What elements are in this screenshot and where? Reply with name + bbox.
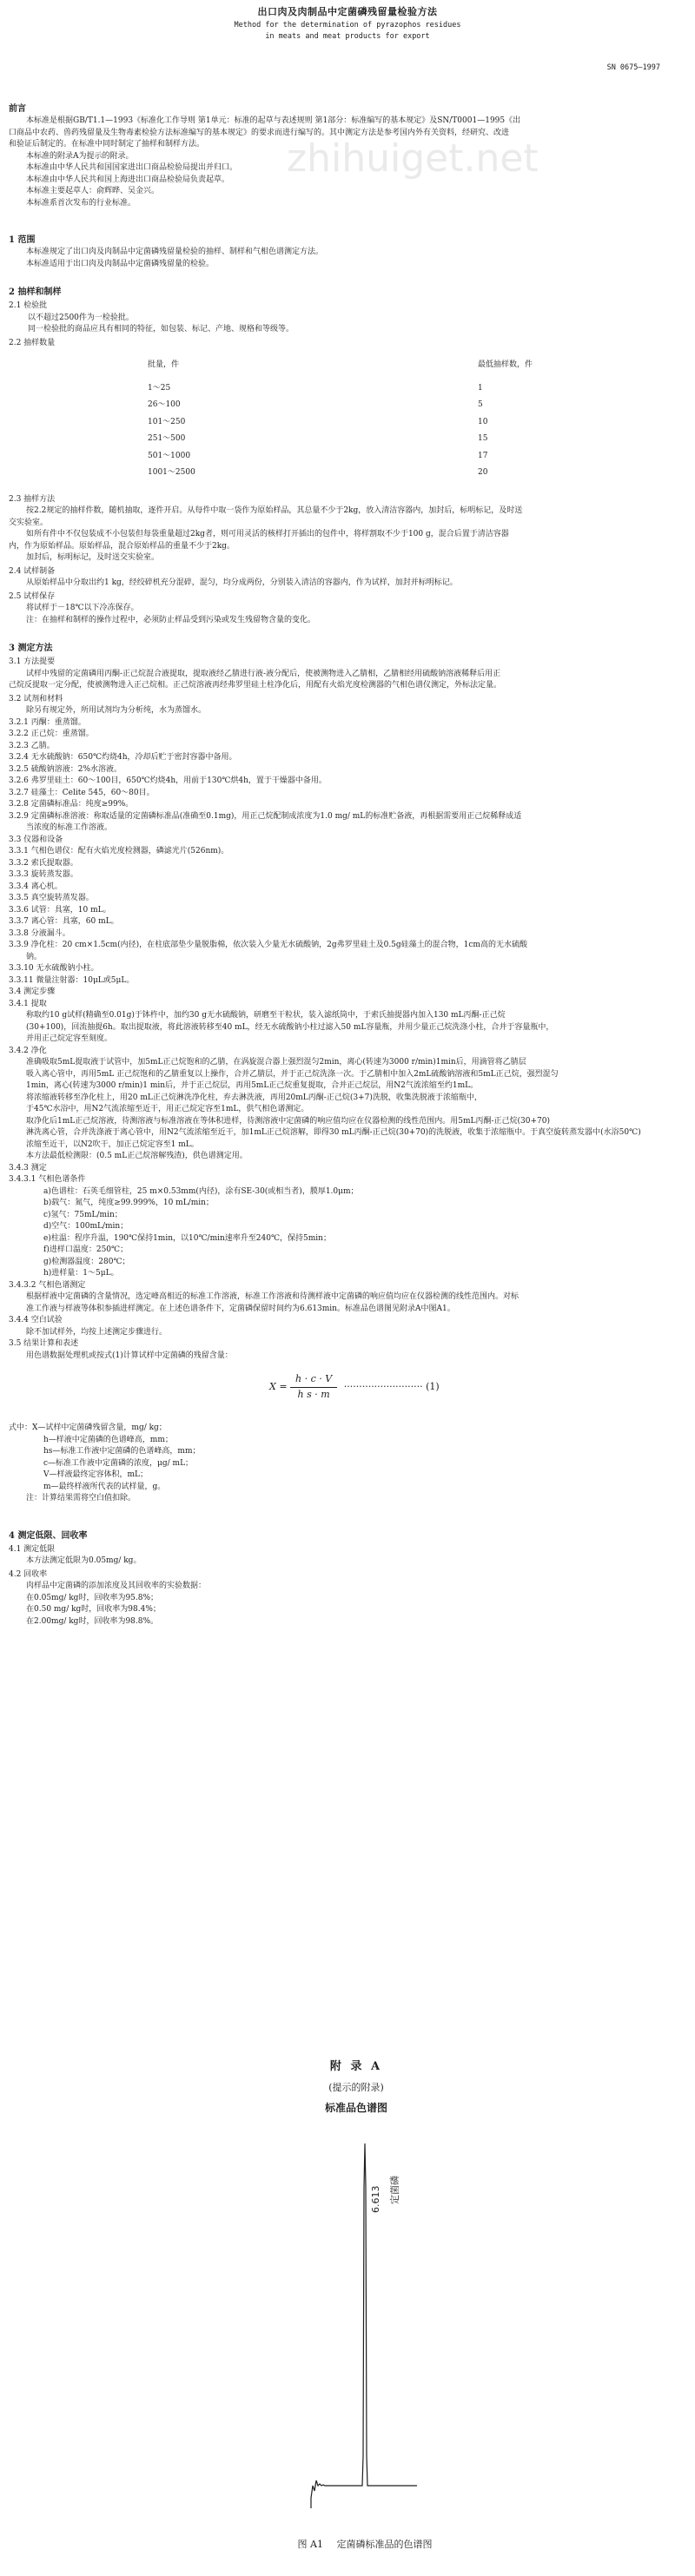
section-3-heading: 3 测定方法 [9, 644, 53, 653]
section-2-1-heading: 2.1 检验批 [9, 301, 48, 310]
table-row [139, 431, 541, 448]
foreword-text [9, 116, 678, 209]
appendix-subtitle: (提示的附录) [328, 2081, 384, 2093]
formula-fraction [290, 1372, 337, 1402]
subsection-heading: 3.3.7 离心管：具塞，60 mL。 [9, 917, 119, 926]
section-1-line: 本标准规定了出口肉及肉制品中定菌磷残留量检验的抽样、制样和气相色谱测定方法。 [26, 248, 324, 256]
section-3-line: c)氢气：75mL/min； [43, 1210, 122, 1219]
subsection-heading: 3.3.4 离心机。 [9, 882, 63, 891]
section-3-line: 根据样液中定菌磷的含量情况，选定峰高相近的标准工作溶液，标准工作溶液和待测样液中定菌磷的响应值均应在仪器检测的线性范围内。对标 [26, 1292, 520, 1301]
section-3-line: 浓缩至近干，以N2吹干，加正己烷定容至1 mL。 [26, 1139, 199, 1149]
legend-line: m—最终样液所代表的试样量，g。 [43, 1482, 166, 1491]
section-2-2-heading: 2.2 抽样数量 [9, 338, 56, 347]
table-cell: 26～100 [148, 400, 181, 409]
section-3-line: f)进样口温度：250℃； [43, 1245, 129, 1254]
chromatogram-trace [311, 2143, 417, 2508]
table-cell: 15 [478, 434, 488, 443]
section-3-line: 准确吸取5mL提取液于试管中，加5mL正己烷饱和的乙腈，在涡旋混合器上强烈混匀2min，离心(转速为3000 r/min)1min后，用滴管将乙腈层 [26, 1058, 526, 1067]
subsection-heading: 3.5 结果计算和表述 [9, 1339, 79, 1348]
formula-1 [9, 1371, 678, 1414]
table-header-row [139, 358, 541, 380]
section-2-3-line: 内，作为原始样品。原始样品，混合原始样品的重量不少于2kg。 [9, 541, 235, 551]
table-cell: 17 [478, 451, 488, 460]
section-3-line: 称取约10 g试样(精确至0.01g)于钵杵中，加约30 g无水硫酸钠，研磨至干粒状，装入滤纸筒中，于索氏抽提器内加入130 mL丙酮-正己烷 [26, 1011, 506, 1020]
section-2-3-line: 如所有件中不仅包装成不小包装但每袋重量超过2kg者，则可用灵活的核样打开插出的包件中，将样割取不少于100 g，混合后置于清洁容器 [26, 530, 509, 538]
legend-line: 式中：X—试样中定菌磷残留含量，mg/ kg； [9, 1423, 167, 1432]
formula-numerator: h · c · V [290, 1372, 337, 1388]
document-body [9, 94, 678, 1628]
section-2-5-heading: 2.5 试样保存 [9, 591, 56, 601]
section-3-1-heading: 3.1 方法提要 [9, 657, 56, 666]
section-4-2-line: 在2.00mg/ kg时，回收率为98.8%。 [26, 1616, 159, 1626]
section-2-3-line: 加封后，标明标记，及时送交实验室。 [26, 553, 160, 562]
subsection-heading: 3.3.1 气相色谱仪：配有火焰光度检测器，磷滤光片(526nm)。 [9, 847, 229, 855]
subsection-heading: 3.2.5 硫酸钠溶液：2%水溶液。 [9, 764, 122, 774]
section-3-line: 取净化后1mL正己烷溶液，待测溶液与标准溶液在等体积进样，待测溶液中定菌磷的响应值均应在仪器检测的线性范围内。用5mL丙酮-正己烷(30+70) [26, 1116, 550, 1126]
subsection-heading: 3.2.8 定菌磷标准品：纯度≥99%。 [9, 800, 134, 809]
section-3-line: e)柱温：程序升温，190℃保持1min，以10℃/min速率升至240℃，保持5min； [43, 1233, 331, 1243]
table-cell: 10 [478, 417, 488, 426]
foreword-line: 本标准主要起草人：俞辉晔、吴金兴。 [26, 187, 160, 195]
formula-lhs: X = [269, 1381, 288, 1392]
section-3-line: 当浓度的标准工作溶液。 [26, 823, 113, 832]
section-4-2-line: 在0.05mg/ kg时，回收率为95.8%； [26, 1593, 159, 1602]
subsection-heading: 3.2.4 无水硫酸钠：650℃灼烧4h，冷却后贮于密封容器中备用。 [9, 753, 237, 762]
legend-line: V—样液最终定容体积，mL； [43, 1470, 149, 1479]
section-2-4-heading: 2.4 试样制备 [9, 566, 56, 576]
section-3-line: 于45℃水浴中，用N2气流浓缩至近干，用正己烷定容至1mL，供气相色谱测定。 [26, 1105, 309, 1113]
legend-line: hs—标准工作液中定菌磷的色谱峰高，mm； [43, 1447, 201, 1456]
subsection-heading: 3.3 仪器和设备 [9, 835, 63, 844]
section-3-line: 1min，离心(转速为3000 r/min)1 min后，并于正己烷层，再用5mL正己烷重复提取，合并正己烷层，用N2气流浓缩至约1mL。 [26, 1081, 479, 1090]
table-row [139, 397, 541, 414]
section-3-1-line: 己烷反提取一定分配，使被测物进入正己烷相。正己烷溶液再经弗罗里硅土柱净化后，用配有火焰光度检测器的气相色谱仪测定，外标法定量。 [9, 681, 502, 690]
section-3-body [9, 705, 678, 1362]
section-2-5-line: 将试样于－18℃以下冷冻保存。 [26, 604, 139, 612]
subsection-heading: 3.3.11 微量注射器：10μL或5μL。 [9, 975, 135, 985]
table-cell: 1001～2500 [148, 468, 195, 477]
table-cell: 251～500 [148, 434, 186, 443]
section-2-1-line: 以不超过2500件为一检验批。 [28, 313, 134, 322]
section-4-heading: 4 测定低限、回收率 [9, 1530, 88, 1541]
table-cell: 1 [478, 383, 483, 393]
subsection-heading: 3.2.6 弗罗里硅土：60～100目，650℃灼烧4h，用前于130℃烘4h，置于干燥器中备用。 [9, 776, 327, 785]
subsection-heading: 3.2.1 丙酮：重蒸馏。 [9, 717, 86, 727]
section-2-3-line: 交实验室。 [9, 518, 49, 527]
section-3-line: d)空气：100mL/min； [43, 1222, 129, 1231]
subsection-heading: 3.3.2 索氏提取器。 [9, 858, 78, 868]
section-3-line: 并用正己烷定容至刻度。 [26, 1034, 113, 1043]
table-row [139, 448, 541, 466]
section-4-2-line: 肉样品中定菌磷的添加浓度及其回收率的实验数据： [26, 1582, 207, 1590]
figure-caption [252, 2538, 478, 2553]
peak-retention-time: 6.613 [370, 2185, 381, 2213]
standard-number: SN 0675—1997 [606, 63, 660, 72]
section-1-heading: 1 范围 [9, 235, 36, 245]
figure-caption-text: 定菌磷标准品的色谱图 [336, 2539, 433, 2550]
formula-number: (1) [426, 1381, 440, 1392]
table-header-min-samples: 最低抽样数，件 [478, 360, 533, 369]
section-2-5-line: 注：在抽样和制样的操作过程中，必须防止样品受到污染或发生残留物含量的变化。 [26, 615, 316, 624]
section-3-line: 吸入离心管中，再用5mL 正己烷饱和的乙腈重复以上操作，合并乙腈层，并于正己烷洗涤一次。于乙腈相中加入2mL硫酸钠溶液和5mL正己烷，强烈混匀 [26, 1069, 559, 1079]
table-cell: 20 [478, 468, 488, 477]
section-3-2-heading: 3.2 试剂和材料 [9, 694, 63, 703]
section-3-line: 本方法最低检测限：(0.5 mL正己烷溶解残渣)，供色谱测定用。 [26, 1152, 248, 1160]
appendix-name: 标准品色谱图 [324, 2102, 387, 2114]
foreword-heading: 前言 [9, 104, 26, 114]
foreword-line: 和验证后制定的。在标准中同时制定了抽样和制样方法。 [9, 140, 205, 149]
table-header-batch: 批量，件 [148, 360, 180, 369]
subsection-heading: 3.3.6 试管：具塞，10 mL。 [9, 905, 111, 915]
subsection-heading: 3.4.1 提取 [9, 999, 47, 1008]
subsection-heading: 3.3.9 净化柱：20 cm×1.5cm(内径)，在柱底部垫少量脱脂棉，依次装入少量无水硫酸钠，2g弗罗里硅土及0.5g硅藻土的混合物，1cm高的无水硫酸 [9, 941, 527, 949]
section-3-line: b)载气：氮气，纯度≥99.999%，10 mL/min； [43, 1199, 214, 1207]
formula-legend [9, 1423, 678, 1505]
section-3-line: a)色谱柱：石英毛细管柱，25 m×0.53mm(内径)，涂有SE-30(或相当者)，膜厚1.0μm； [43, 1186, 359, 1196]
document-title: 出口肉及肉制品中定菌磷残留量检验方法 [257, 6, 438, 17]
peak-compound-label: 定菌磷 [389, 2176, 400, 2204]
section-1-line: 本标准适用于出口肉及肉制品中定菌磷残留量的检验。 [26, 259, 215, 268]
subsection-heading: 3.2.3 乙腈。 [9, 741, 55, 750]
section-3-line: 除不加试样外，均按上述测定步骤进行。 [26, 1327, 168, 1337]
foreword-line: 本标准是根据GB/T1.1—1993《标准化工作导则 第1单元：标准的起草与表述规则 第1部分：标准编写的基本规定》及SN/T0001—1995《出 [26, 116, 521, 125]
subsection-heading: 3.4 测定步骤 [9, 987, 56, 996]
document-title-en-line2: in meats and meat products for export [265, 32, 430, 42]
subsection-heading: 3.3.8 分液漏斗。 [9, 928, 70, 938]
section-3-line: h)进样量：1～5μL。 [43, 1269, 119, 1278]
table-cell: 1～25 [148, 383, 171, 393]
legend-line: c—标准工作液中定菌磷的浓度，μg/ mL； [43, 1458, 194, 1468]
document-header [0, 0, 695, 43]
subsection-heading: 3.4.2 净化 [9, 1046, 47, 1055]
figure-number: 图 A1 [297, 2539, 323, 2550]
table-row [139, 465, 541, 482]
section-4-1-line: 本方法测定低限为0.05mg/ kg。 [26, 1556, 142, 1565]
section-3-line: 钠。 [26, 952, 43, 961]
section-3-line: (30+100)，回流抽提6h。取出提取液，将此溶液转移至40 mL，经无水硫酸钠小柱过滤入50 mL容量瓶，并用少量正己烷洗涤小柱，合并于容量瓶中， [26, 1022, 554, 1032]
section-3-line: 淋洗离心管，合并洗涤液于离心管中，用N2气流浓缩至近干，加1mL正己烷溶解，即得30 mL丙酮-正己烷(30+70)的洗脱液，收集于浓缩瓶中。于真空旋转蒸发器中(水浴50℃) [26, 1128, 641, 1137]
subsection-heading: 3.4.3.2 气相色谱测定 [9, 1280, 86, 1290]
section-2-3-line: 按2.2规定的抽样件数，随机抽取，逐件开启。从每件中取一袋作为原始样品，其总量不少于2kg，放入清洁容器内，加封后，标明标记，及时送 [26, 506, 523, 515]
subsection-heading: 3.2.7 硅藻土：Celite 545，60～80目。 [9, 788, 155, 797]
subsection-heading: 3.4.3.1 气相色谱条件 [9, 1175, 86, 1184]
subsection-heading: 3.2.2 正己烷：重蒸馏。 [9, 730, 94, 738]
section-4-2-line: 在0.50 mg/ kg时，回收率为98.4%； [26, 1605, 161, 1614]
table-row [139, 380, 541, 398]
subsection-heading: 3.4.3 测定 [9, 1163, 47, 1172]
table-cell: 5 [478, 400, 483, 409]
section-2-1-line: 同一检验批的商品应具有相同的特征，如包装、标记、产地、规格和等级等。 [28, 325, 295, 334]
section-2-heading: 2 抽样和制样 [9, 287, 62, 297]
subsection-heading: 3.3.3 旋转蒸发器。 [9, 870, 78, 879]
section-3-1-line: 试样中残留的定菌磷用丙酮-正己烷混合液提取，提取液经乙腈进行液-液分配后，使被测物进入乙腈相，乙腈相经用硫酸钠溶液稀释后用正 [26, 669, 501, 678]
subsection-heading: 3.3.5 真空旋转蒸发器。 [9, 894, 94, 902]
sampling-table [139, 358, 541, 482]
foreword-line: 本标准由中华人民共和国国家进出口商品检验局提出并归口。 [26, 163, 238, 172]
table-row [139, 414, 541, 432]
section-2-3-heading: 2.3 抽样方法 [9, 494, 56, 504]
subsection-heading: 3.4.4 空白试验 [9, 1316, 63, 1324]
section-3-line: 除另有规定外，所用试剂均为分析纯，水为蒸馏水。 [26, 706, 207, 715]
section-3-line: 准工作液与样液等体积参插进样测定。在上述色谱条件下，定菌磷保留时间约为6.613min。标准品色谱图见附录A中图A1。 [26, 1304, 455, 1313]
subsection-heading: 3.3.10 无水硫酸钠小柱。 [9, 964, 99, 973]
section-4-1-heading: 4.1 测定低限 [9, 1544, 56, 1554]
watermark: zhihuiget.net [287, 136, 539, 181]
legend-note: 注：计算结果需将空白值扣除。 [26, 1494, 136, 1503]
formula-denominator: h s · m [297, 1388, 330, 1400]
formula-expression [269, 1372, 440, 1402]
legend-line: h—样液中定菌磷的色谱峰高，mm； [43, 1435, 173, 1444]
foreword-line: 本标准系首次发布的行业标准。 [26, 198, 136, 208]
section-3-line: g)检测器温度：280℃； [43, 1257, 130, 1266]
chromatogram-figure [226, 2135, 486, 2526]
formula-dots: ·························· [343, 1381, 423, 1392]
appendix-a [226, 2058, 486, 2571]
foreword-line: 本标准由中华人民共和国上海进出口商品检验局负责起草。 [26, 175, 230, 184]
foreword-line: 口商品中农药、兽药残留量及生物毒素检验方法标准编写的基本规定》的要求而进行编写的。其中测定方法是参考国内外有关资料，经研究、改进 [9, 128, 510, 137]
subsection-heading: 3.2.9 定菌磷标准溶液：称取适量的定菌磷标准品(准确至0.1mg)，用正己烷配制成浓度为1.0 mg/ mL的标准贮备液，再根据需要用正己烷稀释成适 [9, 811, 522, 821]
table-cell: 501～1000 [148, 451, 191, 460]
section-3-line: 用色谱数据处理机或按式(1)计算试样中定菌磷的残留含量： [26, 1351, 233, 1360]
document-title-en-line1: Method for the determination of pyrazophos residues [234, 20, 461, 30]
section-2-4-line: 从原始样品中分取出约1 kg，经绞碎机充分混碎，混匀，均分成两份，分别装入清洁的容器内，作为试样，加封并标明标记。 [26, 578, 458, 587]
appendix-title: 附 录 A [329, 2060, 383, 2073]
table-cell: 101～250 [148, 417, 186, 426]
section-3-line: 将浓缩液转移至净化柱上，用20 mL正己烷淋洗净化柱，弃去淋洗液，再用20mL丙酮-正己烷(3+7)洗脱，收集洗脱液于浓缩瓶中， [26, 1093, 482, 1102]
section-4-2-heading: 4.2 回收率 [9, 1569, 48, 1579]
foreword-line: 本标准的附录A为提示的附录。 [26, 151, 134, 161]
